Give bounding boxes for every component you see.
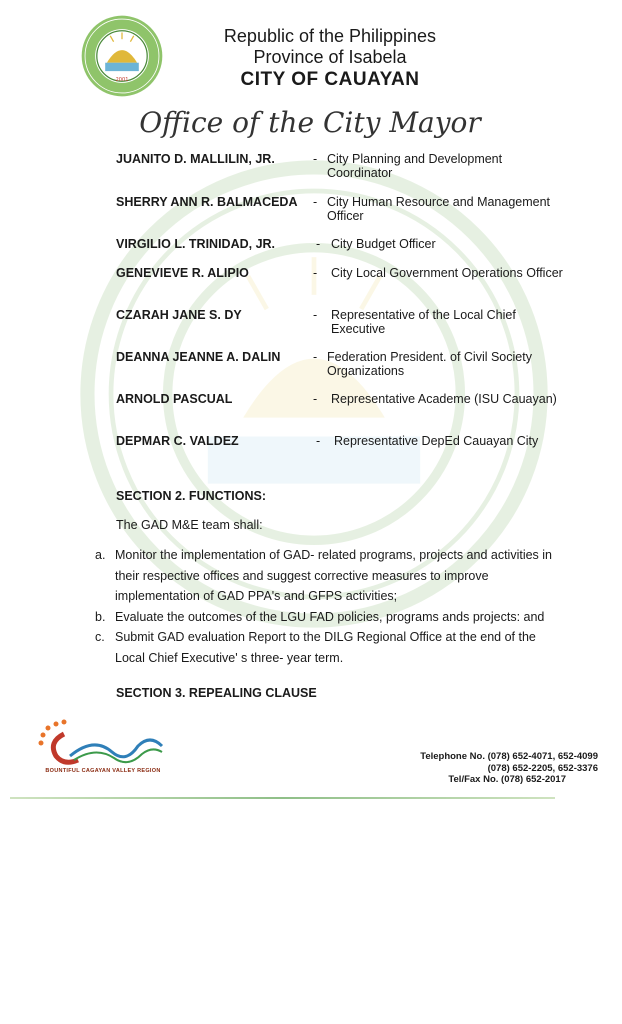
- member-dash: -: [313, 152, 318, 166]
- member-role: City Budget Officer: [331, 237, 436, 251]
- member-name: VIRGILIO L. TRINIDAD, JR.: [116, 237, 276, 251]
- region-tagline: BOUNTIFUL CAGAYAN VALLEY REGION: [45, 768, 161, 774]
- member-dash: -: [316, 237, 321, 251]
- member-role: Federation President. of Civil Society Organizations: [327, 350, 532, 378]
- member-name: ARNOLD PASCUAL: [116, 392, 233, 406]
- function-list: [95, 545, 555, 668]
- member-dash: -: [313, 195, 318, 209]
- city-seal-icon: [80, 14, 164, 98]
- province-heading: Province of Isabela: [253, 47, 407, 67]
- member-dash: -: [313, 266, 318, 280]
- list-item: [95, 607, 555, 628]
- member-name: SHERRY ANN R. BALMACEDA: [116, 195, 298, 209]
- member-dash: -: [313, 350, 318, 364]
- member-name: DEPMAR C. VALDEZ: [116, 434, 239, 448]
- member-name: DEANNA JEANNE A. DALIN: [116, 350, 281, 364]
- footer-divider: [10, 797, 555, 799]
- item-text: Submit GAD evaluation Report to the DILG Regional Office at the end of the Local Chief Executive' s three- year term.: [115, 630, 536, 665]
- member-name: GENEVIEVE R. ALIPIO: [116, 266, 249, 280]
- list-item: [95, 627, 555, 668]
- member-dash: -: [313, 392, 318, 406]
- telfax-line: Tel/Fax No. (078) 652-2017: [448, 774, 566, 785]
- member-name: CZARAH JANE S. DY: [116, 308, 242, 322]
- section2-intro: The GAD M&E team shall:: [116, 518, 263, 532]
- list-item: [95, 545, 555, 607]
- item-letter: a.: [95, 548, 106, 562]
- city-heading: CITY OF CAUAYAN: [240, 69, 420, 90]
- member-role: City Planning and Development Coordinator: [327, 152, 503, 180]
- item-letter: b.: [95, 609, 106, 624]
- member-dash: -: [316, 434, 321, 448]
- member-dash: -: [313, 308, 318, 322]
- telephone-line: Telephone No. (078) 652-4071, 652-4099: [420, 751, 598, 762]
- member-role: Representative of the Local Chief Executive: [331, 308, 516, 336]
- section3-title: SECTION 3. REPEALING CLAUSE: [116, 686, 317, 700]
- member-role: City Local Government Operations Officer: [331, 266, 563, 280]
- member-role: City Human Resource and Management Officer: [327, 195, 551, 223]
- section2-title: SECTION 2. FUNCTIONS:: [116, 489, 267, 503]
- contact-block: [420, 751, 598, 786]
- svg-text:2001: 2001: [115, 77, 129, 84]
- item-letter: c.: [95, 630, 105, 644]
- office-title: Office of the City Mayor: [139, 106, 481, 139]
- member-role: Representative DepEd Cauayan City: [334, 434, 539, 448]
- member-role: Representative Academe (ISU Cauayan): [331, 392, 557, 406]
- item-text: Evaluate the outcomes of the LGU FAD policies, programs ands projects: and: [115, 609, 545, 624]
- item-text: Monitor the implementation of GAD- related programs, projects and activities in their respective offices and suggest corrective measures to improve implementation of GAD PPA's and GFPS activities;: [115, 548, 552, 603]
- member-name: JUANITO D. MALLILIN, JR.: [116, 152, 275, 166]
- republic-heading: Republic of the Philippines: [223, 26, 437, 46]
- telephone-line-2: (078) 652-2205, 652-3376: [487, 762, 598, 774]
